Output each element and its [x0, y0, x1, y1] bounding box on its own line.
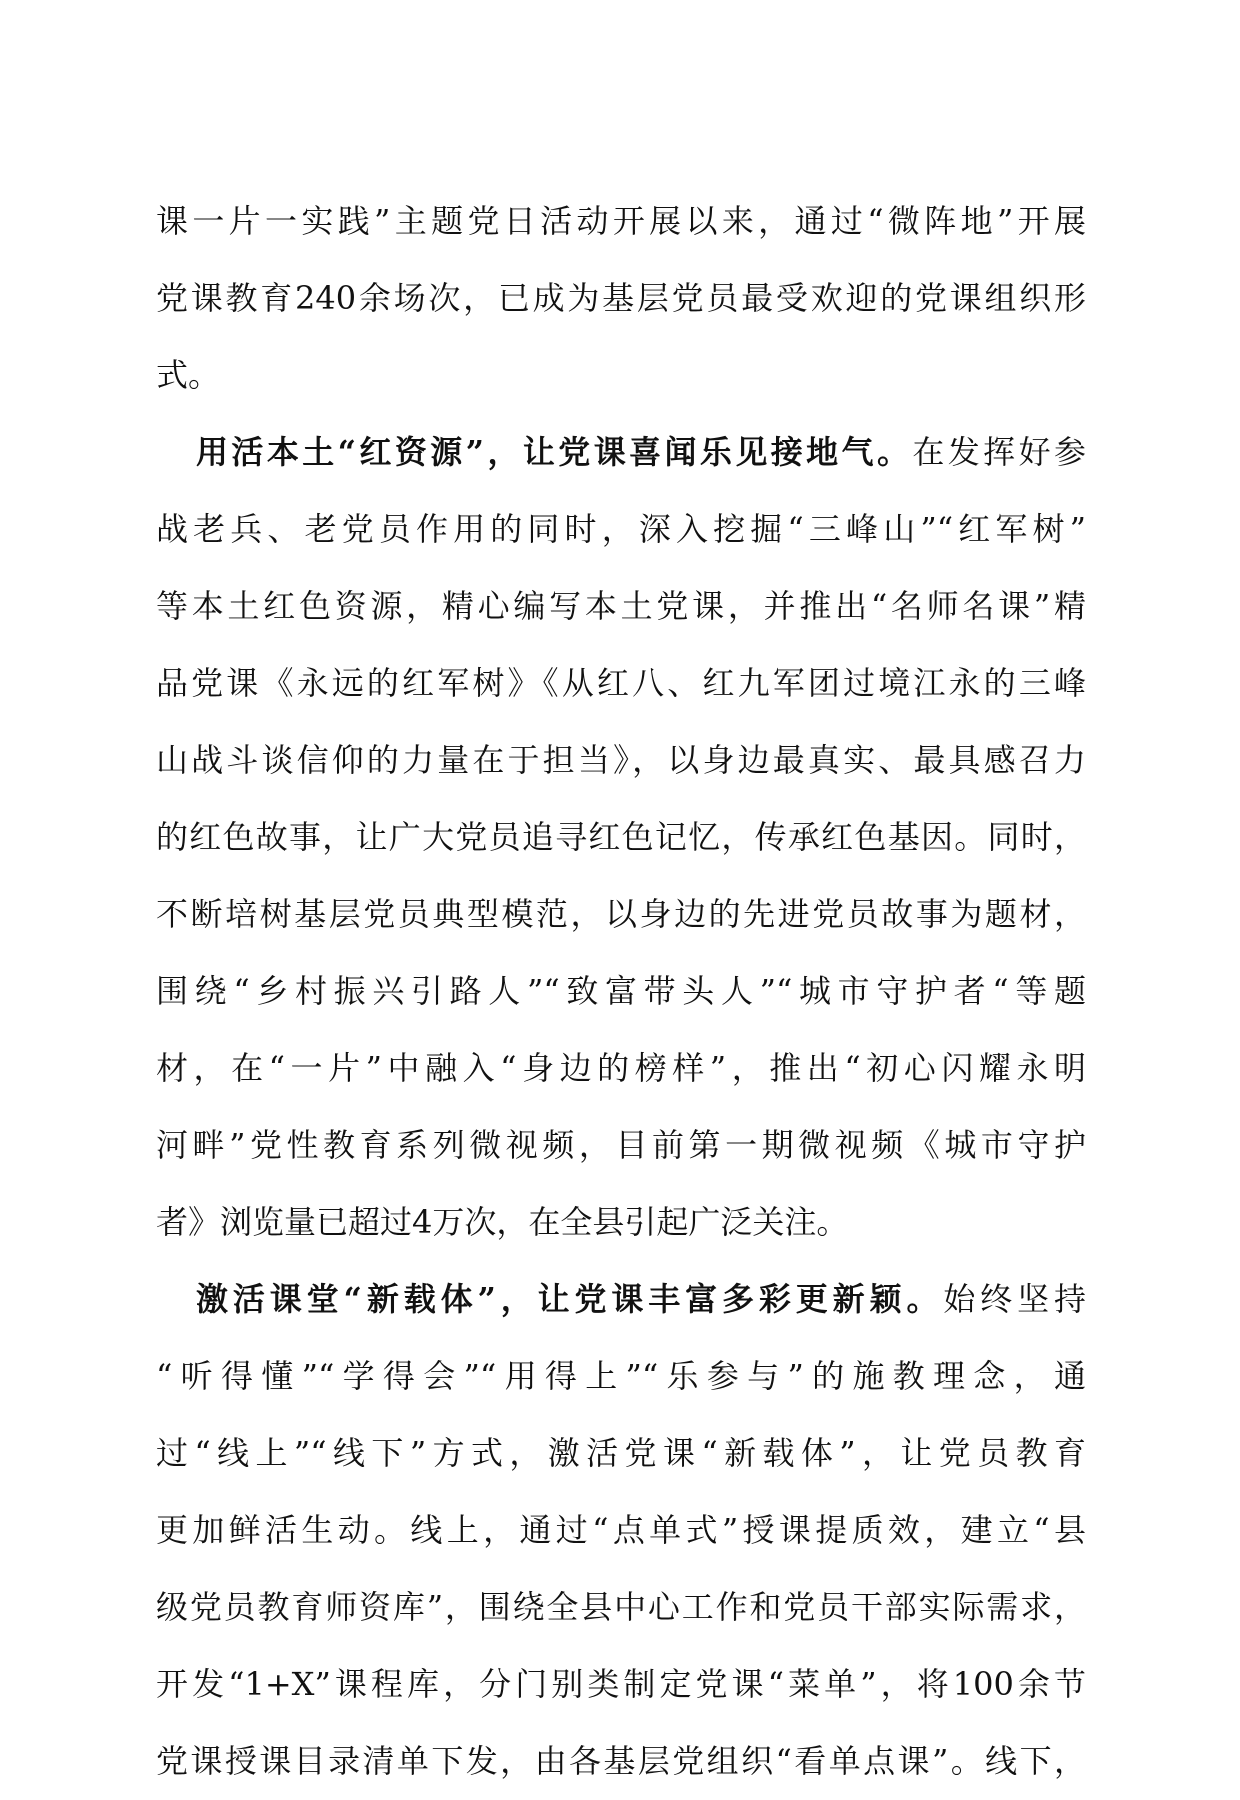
text-line: 者》浏览量已超过4万次，在全县引起广泛关注。 — [156, 1203, 849, 1241]
text-line: “听得懂”“学得会”“用得上”“乐参与”的施教理念，通 — [156, 1357, 1086, 1395]
text-line: 山战斗谈信仰的力量在于担当》，以身边最真实、最具感召力 — [156, 741, 1086, 779]
text-line-tail: 始终坚持 — [943, 1280, 1086, 1318]
text-line: 的红色故事，让广大党员追寻红色记忆，传承红色基因。同时， — [156, 818, 1086, 856]
paragraph-2 — [156, 414, 1086, 1261]
text-line: 河畔”党性教育系列微视频，目前第一期微视频《城市守护 — [156, 1126, 1086, 1164]
text-line: 不断培树基层党员典型模范，以身边的先进党员故事为题材， — [156, 895, 1086, 933]
section-heading: 激活课堂“新载体”，让党课丰富多彩更新颖。 — [196, 1280, 944, 1318]
text-line: 开发“1+X”课程库，分门别类制定党课“菜单”，将100余节 — [156, 1665, 1086, 1703]
text-line: 材，在“一片”中融入“身边的榜样”，推出“初心闪耀永明 — [156, 1049, 1086, 1087]
text-line: 围绕“乡村振兴引路人”“致富带头人”“城市守护者“等题 — [156, 972, 1086, 1010]
text-line: 过“线上”“线下”方式，激活党课“新载体”，让党员教育 — [156, 1434, 1086, 1472]
text-line: 品党课《永远的红军树》《从红八、红九军团过境江永的三峰 — [156, 664, 1086, 702]
text-line: 课一片一实践”主题党日活动开展以来，通过“微阵地”开展 — [156, 202, 1086, 240]
paragraph-3 — [156, 1261, 1086, 1800]
text-line — [156, 1261, 1086, 1338]
text-line: 更加鲜活生动。线上，通过“点单式”授课提质效，建立“县 — [156, 1511, 1086, 1549]
text-line: 战老兵、老党员作用的同时，深入挖掘“三峰山”“红军树” — [156, 510, 1086, 548]
text-line: 党课教育240余场次，已成为基层党员最受欢迎的党课组织形 — [156, 279, 1086, 317]
text-line: 等本土红色资源，精心编写本土党课，并推出“名师名课”精 — [156, 587, 1086, 625]
document-page — [156, 183, 1086, 1800]
text-line: 级党员教育师资库”，围绕全县中心工作和党员干部实际需求， — [156, 1588, 1086, 1626]
text-line: 式。 — [156, 356, 221, 394]
text-line — [156, 414, 1086, 491]
text-line-tail: 在发挥好参 — [912, 433, 1086, 471]
paragraph-1 — [156, 183, 1086, 414]
text-line: 党课授课目录清单下发，由各基层党组织“看单点课”。线下， — [156, 1742, 1086, 1780]
section-heading: 用活本土“红资源”，让党课喜闻乐见接地气。 — [196, 433, 913, 471]
